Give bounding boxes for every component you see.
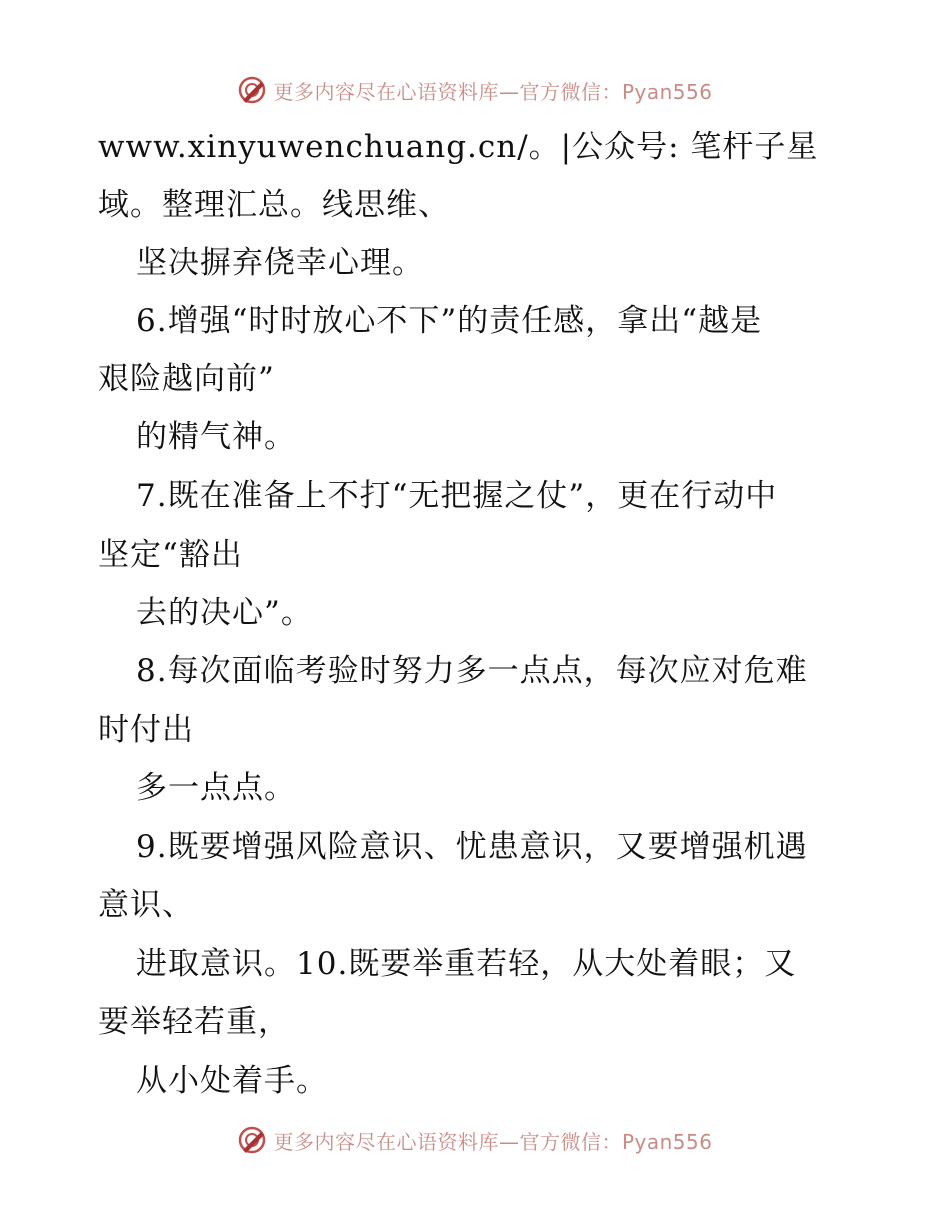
- text-line: 艰险越向前”: [98, 361, 275, 397]
- text-line: 的精气神。: [136, 419, 296, 455]
- brush-logo-icon: [237, 75, 267, 105]
- text-line: 8.每次面临考验时努力多一点点，每次应对危难: [136, 653, 808, 689]
- text-line: 7.既在准备上不打“无把握之仗”，更在行动中: [136, 478, 778, 514]
- text-line: 从小处着手。: [136, 1063, 328, 1099]
- header-banner-text: 更多内容尽在心语资料库—官方微信：Pyan556: [273, 79, 713, 104]
- text-line: 多一点点。: [136, 770, 296, 806]
- text-line: 意识、: [98, 887, 194, 923]
- text-line: 时付出: [98, 712, 194, 748]
- header-banner: [0, 70, 950, 110]
- text-line: 要举轻若重，: [98, 1004, 290, 1040]
- text-line: 域。整理汇总。线思维、: [98, 187, 450, 223]
- text-line: 坚定“豁出: [98, 537, 243, 573]
- text-line: 9.既要增强风险意识、忧患意识，又要增强机遇: [136, 829, 808, 865]
- footer-banner-text: 更多内容尽在心语资料库—官方微信：Pyan556: [273, 1129, 713, 1154]
- text-line: www.xinyuwenchuang.cn/。|公众号: 笔杆子星: [98, 129, 819, 165]
- text-line: 坚决摒弃侥幸心理。: [136, 245, 424, 281]
- text-line: 6.增强“时时放心不下”的责任感，拿出“越是: [136, 303, 763, 339]
- text-line: 进取意识。10.既要举重若轻，从大处着眼；又: [136, 946, 797, 982]
- text-line: 去的决心”。: [136, 595, 313, 631]
- brush-logo-icon: [237, 1125, 267, 1155]
- footer-banner: [0, 1120, 950, 1160]
